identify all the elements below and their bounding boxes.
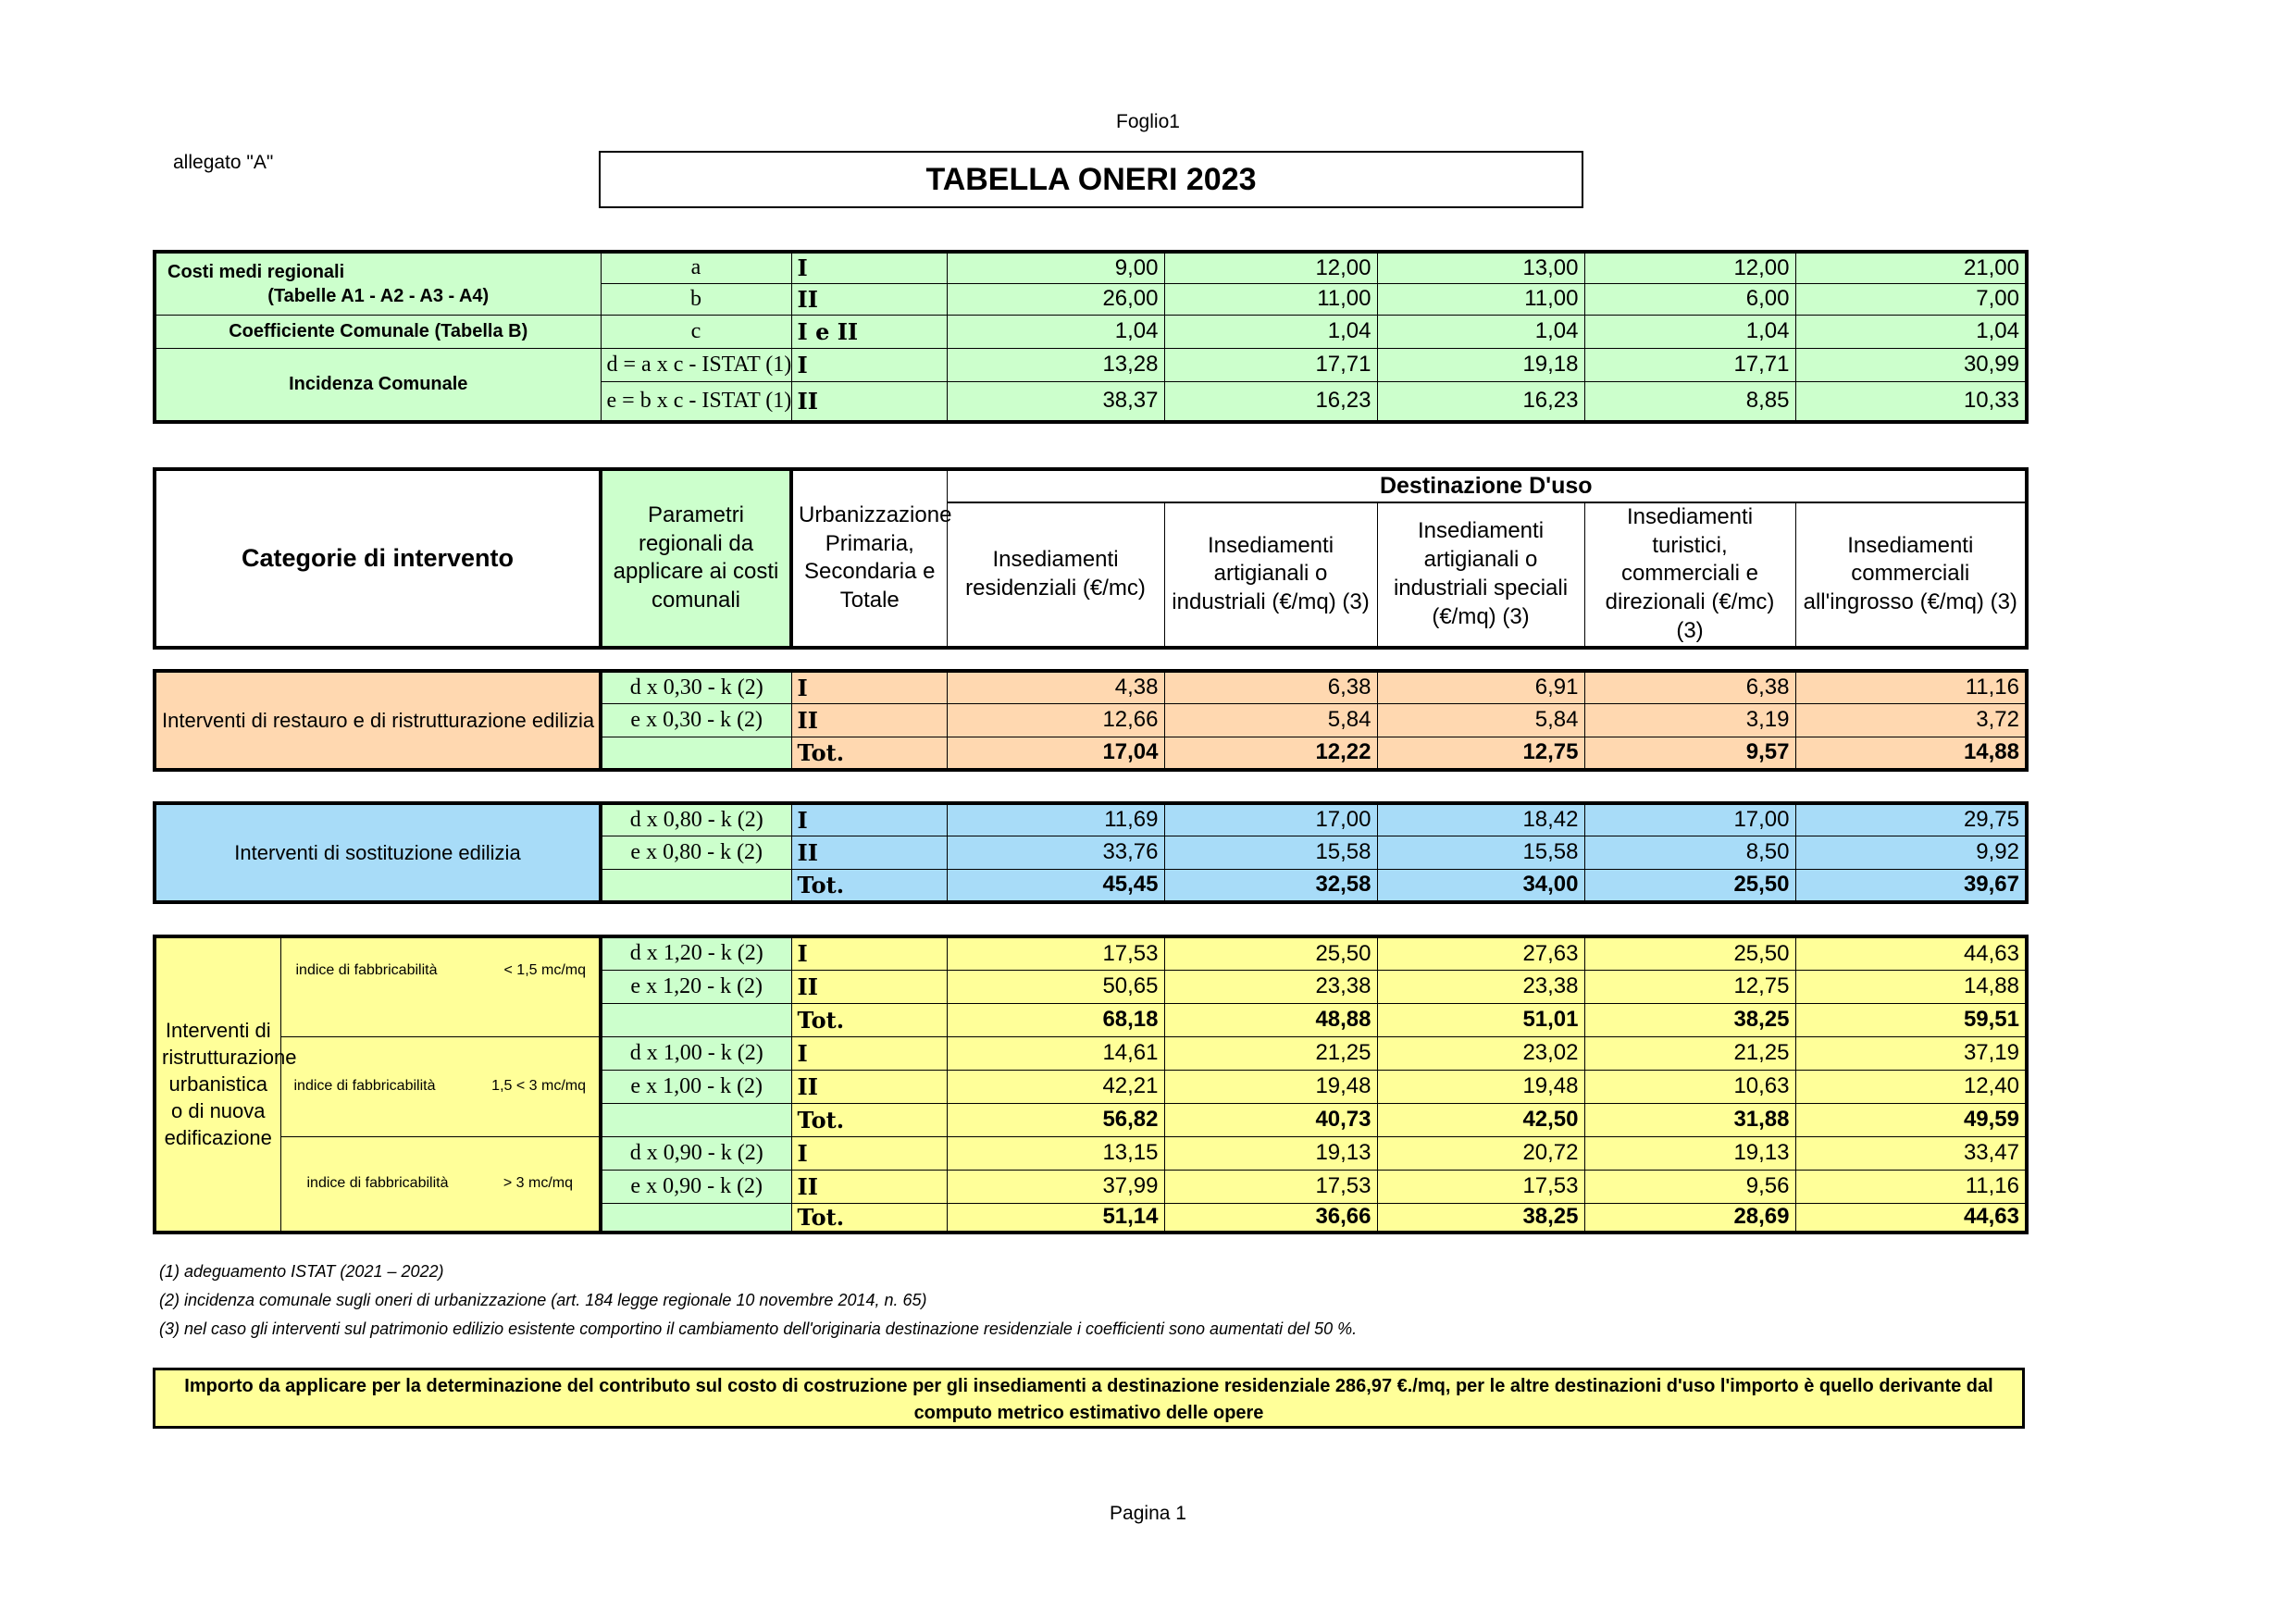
indice-label: indice di fabbricabilità bbox=[293, 1078, 436, 1094]
value-cell: 29,75 bbox=[1795, 803, 2027, 836]
value-cell: 26,00 bbox=[947, 283, 1164, 315]
value-cell: 12,66 bbox=[947, 703, 1164, 737]
value-cell: 50,65 bbox=[947, 970, 1164, 1003]
total-cell: 51,01 bbox=[1377, 1003, 1584, 1036]
column-header: Insediamenti commerciali all'ingrosso (€/mq) (3) bbox=[1795, 502, 2027, 648]
footnote: (2) incidenza comunale sugli oneri di urbanizzazione (art. 184 legge regionale 10 novembre 2014, n. 65) bbox=[159, 1291, 927, 1309]
allegato-label: allegato "A" bbox=[173, 152, 274, 173]
total-cell: 56,82 bbox=[947, 1103, 1164, 1136]
value-cell: 33,76 bbox=[947, 836, 1164, 869]
level-cell: I bbox=[791, 1036, 947, 1070]
total-cell: 28,69 bbox=[1584, 1203, 1795, 1233]
total-cell: 42,50 bbox=[1377, 1103, 1584, 1136]
sheet-name: Foglio1 bbox=[1116, 111, 1180, 132]
sostituzione-label: Interventi di sostituzione edilizia bbox=[155, 803, 601, 902]
total-cell: 31,88 bbox=[1584, 1103, 1795, 1136]
value-cell: 19,18 bbox=[1377, 348, 1584, 381]
param-cell: d x 1,00 - k (2) bbox=[601, 1036, 791, 1070]
param-cell: d x 0,90 - k (2) bbox=[601, 1136, 791, 1170]
page-number: Pagina 1 bbox=[1110, 1503, 1186, 1524]
value-cell: 16,23 bbox=[1377, 381, 1584, 422]
sostituzione-table bbox=[153, 801, 2029, 904]
costi-table bbox=[153, 250, 2029, 424]
value-cell: 1,04 bbox=[1584, 315, 1795, 348]
value-cell: 1,04 bbox=[1377, 315, 1584, 348]
value-cell: 3,72 bbox=[1795, 703, 2027, 737]
indice-cell bbox=[280, 1036, 601, 1136]
value-cell: 19,48 bbox=[1164, 1070, 1377, 1103]
value-cell: 21,25 bbox=[1164, 1036, 1377, 1070]
value-cell: 23,38 bbox=[1164, 970, 1377, 1003]
value-cell: 18,42 bbox=[1377, 803, 1584, 836]
value-cell: 33,47 bbox=[1795, 1136, 2027, 1170]
param-cell: e x 0,80 - k (2) bbox=[601, 836, 791, 869]
value-cell: 9,92 bbox=[1795, 836, 2027, 869]
level-cell: II bbox=[791, 836, 947, 869]
param-cell: e x 0,90 - k (2) bbox=[601, 1170, 791, 1203]
level-cell: I bbox=[791, 936, 947, 970]
value-cell: 25,50 bbox=[1584, 936, 1795, 970]
parametri-header: Parametri regionali da applicare ai costi comunali bbox=[601, 469, 791, 648]
param-cell: c bbox=[601, 315, 791, 348]
total-cell: 32,58 bbox=[1164, 869, 1377, 902]
value-cell: 21,25 bbox=[1584, 1036, 1795, 1070]
total-label: Tot. bbox=[791, 1103, 947, 1136]
value-cell: 12,40 bbox=[1795, 1070, 2027, 1103]
value-cell: 8,50 bbox=[1584, 836, 1795, 869]
total-cell: 34,00 bbox=[1377, 869, 1584, 902]
param-cell: d x 0,80 - k (2) bbox=[601, 803, 791, 836]
total-cell: 48,88 bbox=[1164, 1003, 1377, 1036]
total-cell: 44,63 bbox=[1795, 1203, 2027, 1233]
total-cell: 51,14 bbox=[947, 1203, 1164, 1233]
level-cell: I bbox=[791, 671, 947, 703]
level-cell: II bbox=[791, 1070, 947, 1103]
value-cell: 20,72 bbox=[1377, 1136, 1584, 1170]
value-cell: 17,53 bbox=[1164, 1170, 1377, 1203]
level-cell: II bbox=[791, 1170, 947, 1203]
value-cell: 6,00 bbox=[1584, 283, 1795, 315]
total-cell: 45,45 bbox=[947, 869, 1164, 902]
total-cell: 40,73 bbox=[1164, 1103, 1377, 1136]
param-cell: e x 1,00 - k (2) bbox=[601, 1070, 791, 1103]
value-cell: 12,75 bbox=[1584, 970, 1795, 1003]
total-label: Tot. bbox=[791, 1003, 947, 1036]
value-cell: 14,88 bbox=[1795, 970, 2027, 1003]
indice-spacer bbox=[280, 1003, 601, 1036]
total-label: Tot. bbox=[791, 737, 947, 770]
value-cell: 5,84 bbox=[1164, 703, 1377, 737]
value-cell: 19,13 bbox=[1164, 1136, 1377, 1170]
total-cell: 9,57 bbox=[1584, 737, 1795, 770]
column-header: Insediamenti artigianali o industriali (€/mq) (3) bbox=[1164, 502, 1377, 648]
param-cell: e x 0,30 - k (2) bbox=[601, 703, 791, 737]
column-header: Insediamenti turistici, commerciali e direzionali (€/mc) (3) bbox=[1584, 502, 1795, 648]
destinazione-header: Destinazione D'uso bbox=[947, 469, 2027, 502]
value-cell: 16,23 bbox=[1164, 381, 1377, 422]
total-cell: 68,18 bbox=[947, 1003, 1164, 1036]
value-cell: 11,69 bbox=[947, 803, 1164, 836]
param-cell: a bbox=[601, 252, 791, 283]
value-cell: 13,00 bbox=[1377, 252, 1584, 283]
value-cell: 27,63 bbox=[1377, 936, 1584, 970]
header-table bbox=[153, 467, 2029, 650]
value-cell: 42,21 bbox=[947, 1070, 1164, 1103]
value-cell: 11,16 bbox=[1795, 671, 2027, 703]
indice-cell bbox=[280, 936, 601, 1003]
total-cell: 59,51 bbox=[1795, 1003, 2027, 1036]
total-cell: 39,67 bbox=[1795, 869, 2027, 902]
param-cell: e = b x c - ISTAT (1) bbox=[601, 381, 791, 422]
param-cell: e x 1,20 - k (2) bbox=[601, 970, 791, 1003]
indice-range: < 1,5 mc/mq bbox=[503, 962, 586, 978]
value-cell: 17,53 bbox=[1377, 1170, 1584, 1203]
value-cell: 17,00 bbox=[1584, 803, 1795, 836]
indice-label: indice di fabbricabilità bbox=[295, 962, 438, 978]
value-cell: 6,38 bbox=[1584, 671, 1795, 703]
importo-note: Importo da applicare per la determinazione del contributo sul costo di costruzione per gli insediamenti a destinazione residenziale 286,97 €./mq, per le altre destinazioni d'uso l'importo è quello derivante dal computo metrico estimativo delle opere bbox=[153, 1368, 2025, 1429]
value-cell: 30,99 bbox=[1795, 348, 2027, 381]
level-cell: II bbox=[791, 970, 947, 1003]
restauro-table bbox=[153, 669, 2029, 772]
param-cell bbox=[601, 869, 791, 902]
value-cell: 21,00 bbox=[1795, 252, 2027, 283]
value-cell: 23,38 bbox=[1377, 970, 1584, 1003]
value-cell: 17,71 bbox=[1164, 348, 1377, 381]
level-cell: II bbox=[791, 381, 947, 422]
value-cell: 3,19 bbox=[1584, 703, 1795, 737]
total-cell: 14,88 bbox=[1795, 737, 2027, 770]
categorie-header: Categorie di intervento bbox=[155, 469, 601, 648]
value-cell: 9,00 bbox=[947, 252, 1164, 283]
param-cell: d x 1,20 - k (2) bbox=[601, 936, 791, 970]
incidenza-label: Incidenza Comunale bbox=[155, 348, 601, 422]
value-cell: 11,00 bbox=[1164, 283, 1377, 315]
value-cell: 1,04 bbox=[1795, 315, 2027, 348]
level-cell: I e II bbox=[791, 315, 947, 348]
value-cell: 17,71 bbox=[1584, 348, 1795, 381]
urbanizzazione-header: Urbanizzazione Primaria, Secondaria e Totale bbox=[791, 469, 947, 648]
column-header: Insediamenti residenziali (€/mc) bbox=[947, 502, 1164, 648]
param-cell: d = a x c - ISTAT (1) bbox=[601, 348, 791, 381]
value-cell: 11,16 bbox=[1795, 1170, 2027, 1203]
value-cell: 12,00 bbox=[1584, 252, 1795, 283]
param-cell bbox=[601, 1203, 791, 1233]
indice-range: 1,5 < 3 mc/mq bbox=[491, 1078, 586, 1094]
value-cell: 37,19 bbox=[1795, 1036, 2027, 1070]
value-cell: 6,91 bbox=[1377, 671, 1584, 703]
level-cell: I bbox=[791, 1136, 947, 1170]
total-cell: 25,50 bbox=[1584, 869, 1795, 902]
column-header: Insediamenti artigianali o industriali speciali (€/mq) (3) bbox=[1377, 502, 1584, 648]
costi-medi-label: Costi medi regionali (Tabelle A1 - A2 - A3 - A4) bbox=[155, 252, 601, 315]
footnote: (3) nel caso gli interventi sul patrimonio edilizio esistente comportino il cambiamento dell'originaria destinazione residenziale i coefficienti sono aumentati del 50 %. bbox=[159, 1319, 1358, 1338]
value-cell: 8,85 bbox=[1584, 381, 1795, 422]
total-cell: 38,25 bbox=[1377, 1203, 1584, 1233]
value-cell: 15,58 bbox=[1377, 836, 1584, 869]
value-cell: 15,58 bbox=[1164, 836, 1377, 869]
level-cell: I bbox=[791, 252, 947, 283]
value-cell: 14,61 bbox=[947, 1036, 1164, 1070]
value-cell: 19,13 bbox=[1584, 1136, 1795, 1170]
value-cell: 13,15 bbox=[947, 1136, 1164, 1170]
value-cell: 6,38 bbox=[1164, 671, 1377, 703]
indice-range: > 3 mc/mq bbox=[503, 1175, 573, 1191]
footnote: (1) adeguamento ISTAT (2021 – 2022) bbox=[159, 1262, 444, 1281]
level-cell: II bbox=[791, 283, 947, 315]
value-cell: 25,50 bbox=[1164, 936, 1377, 970]
level-cell: I bbox=[791, 348, 947, 381]
value-cell: 1,04 bbox=[947, 315, 1164, 348]
level-cell: II bbox=[791, 703, 947, 737]
total-label: Tot. bbox=[791, 1203, 947, 1233]
indice-label: indice di fabbricabilità bbox=[306, 1175, 449, 1191]
param-cell bbox=[601, 1003, 791, 1036]
restauro-label: Interventi di restauro e di ristrutturazione edilizia bbox=[155, 671, 601, 770]
total-cell: 38,25 bbox=[1584, 1003, 1795, 1036]
coefficiente-label: Coefficiente Comunale (Tabella B) bbox=[155, 315, 601, 348]
value-cell: 5,84 bbox=[1377, 703, 1584, 737]
value-cell: 12,00 bbox=[1164, 252, 1377, 283]
value-cell: 7,00 bbox=[1795, 283, 2027, 315]
total-cell: 49,59 bbox=[1795, 1103, 2027, 1136]
value-cell: 17,53 bbox=[947, 936, 1164, 970]
value-cell: 9,56 bbox=[1584, 1170, 1795, 1203]
value-cell: 10,63 bbox=[1584, 1070, 1795, 1103]
value-cell: 4,38 bbox=[947, 671, 1164, 703]
total-cell: 17,04 bbox=[947, 737, 1164, 770]
param-cell: b bbox=[601, 283, 791, 315]
value-cell: 17,00 bbox=[1164, 803, 1377, 836]
total-label: Tot. bbox=[791, 869, 947, 902]
level-cell: I bbox=[791, 803, 947, 836]
value-cell: 1,04 bbox=[1164, 315, 1377, 348]
value-cell: 37,99 bbox=[947, 1170, 1164, 1203]
param-cell: d x 0,30 - k (2) bbox=[601, 671, 791, 703]
value-cell: 38,37 bbox=[947, 381, 1164, 422]
param-cell bbox=[601, 1103, 791, 1136]
param-cell bbox=[601, 737, 791, 770]
value-cell: 19,48 bbox=[1377, 1070, 1584, 1103]
value-cell: 11,00 bbox=[1377, 283, 1584, 315]
ristrutturazione-table bbox=[153, 935, 2029, 1234]
value-cell: 13,28 bbox=[947, 348, 1164, 381]
total-cell: 36,66 bbox=[1164, 1203, 1377, 1233]
value-cell: 10,33 bbox=[1795, 381, 2027, 422]
total-cell: 12,75 bbox=[1377, 737, 1584, 770]
page-title: TABELLA ONERI 2023 bbox=[599, 151, 1583, 208]
value-cell: 44,63 bbox=[1795, 936, 2027, 970]
ristrutturazione-label: Interventi di ristrutturazione urbanistica o di nuova edificazione bbox=[155, 936, 280, 1233]
indice-cell bbox=[280, 1136, 601, 1233]
total-cell: 12,22 bbox=[1164, 737, 1377, 770]
value-cell: 23,02 bbox=[1377, 1036, 1584, 1070]
